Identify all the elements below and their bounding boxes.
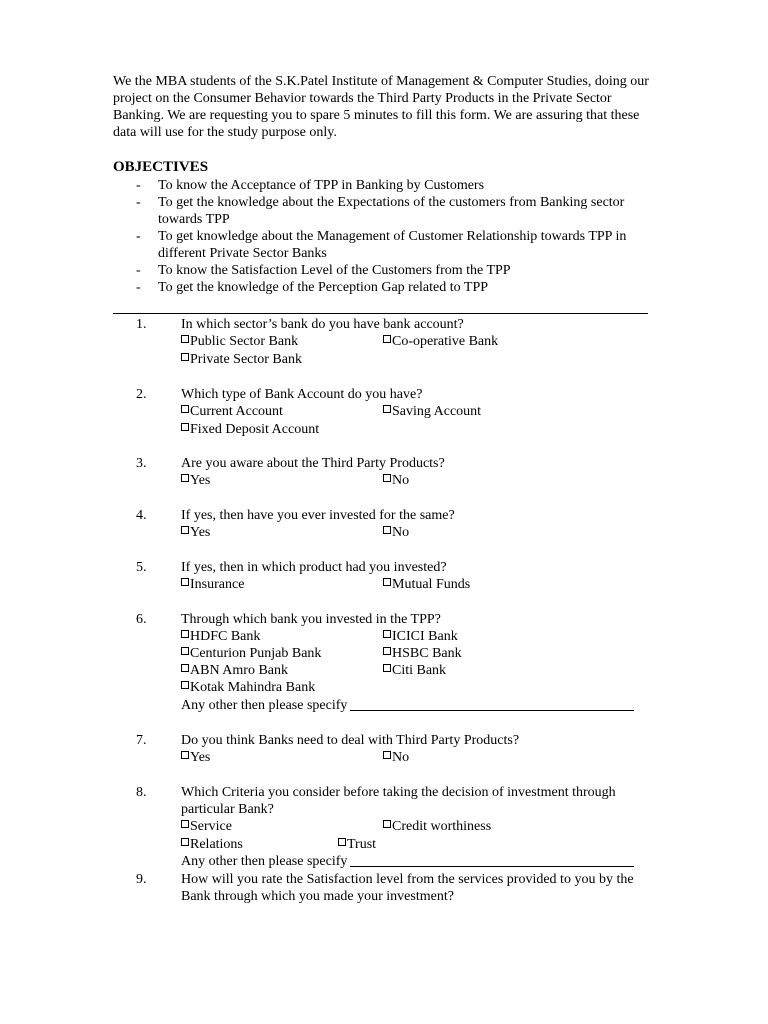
checkbox-icon[interactable] xyxy=(181,838,189,846)
checkbox-icon[interactable] xyxy=(181,681,189,689)
other-specify-field[interactable] xyxy=(350,697,634,711)
checkbox-icon[interactable] xyxy=(383,630,391,638)
option-yes[interactable]: Yes xyxy=(181,472,210,489)
option-kotak-mahindra-bank[interactable]: Kotak Mahindra Bank xyxy=(181,679,315,696)
checkbox-icon[interactable] xyxy=(181,335,189,343)
objective-item: - To get knowledge about the Management of Customer Relationship towards TPP in different Private Sector Banks xyxy=(136,229,627,261)
checkbox-icon[interactable] xyxy=(181,474,189,482)
checkbox-icon[interactable] xyxy=(383,526,391,534)
option-no[interactable]: No xyxy=(383,472,409,489)
option-no[interactable]: No xyxy=(383,524,409,541)
option-fixed-deposit-account[interactable]: Fixed Deposit Account xyxy=(181,421,319,438)
option-insurance[interactable]: Insurance xyxy=(181,576,244,593)
question-number: 8. xyxy=(136,785,147,800)
option-service[interactable]: Service xyxy=(181,818,232,835)
objective-item: - To know the Acceptance of TPP in Banking by Customers xyxy=(136,178,485,193)
other-specify: Any other then please specify xyxy=(181,697,634,714)
option-saving-account[interactable]: Saving Account xyxy=(383,403,481,420)
question-number: 9. xyxy=(136,872,147,887)
question-number: 3. xyxy=(136,456,147,471)
checkbox-icon[interactable] xyxy=(181,526,189,534)
objective-item: - To get the knowledge of the Perception Gap related to TPP xyxy=(136,280,489,295)
option-mutual-funds[interactable]: Mutual Funds xyxy=(383,576,470,593)
checkbox-icon[interactable] xyxy=(181,578,189,586)
option-yes[interactable]: Yes xyxy=(181,749,210,766)
option-trust[interactable]: Trust xyxy=(338,836,376,853)
checkbox-icon[interactable] xyxy=(181,405,189,413)
question-number: 6. xyxy=(136,612,147,627)
option-no[interactable]: No xyxy=(383,749,409,766)
checkbox-icon[interactable] xyxy=(383,578,391,586)
option-hdfc-bank[interactable]: HDFC Bank xyxy=(181,628,260,645)
question-number: 1. xyxy=(136,317,147,332)
option-hsbc-bank[interactable]: HSBC Bank xyxy=(383,645,462,662)
question-text: Which type of Bank Account do you have? xyxy=(181,387,423,402)
checkbox-icon[interactable] xyxy=(181,647,189,655)
objectives-list xyxy=(136,177,656,296)
option-credit-worthiness[interactable]: Credit worthiness xyxy=(383,818,491,835)
checkbox-icon[interactable] xyxy=(181,820,189,828)
checkbox-icon[interactable] xyxy=(383,751,391,759)
option-icici-bank[interactable]: ICICI Bank xyxy=(383,628,458,645)
question-number: 5. xyxy=(136,560,147,575)
question-text: Do you think Banks need to deal with Third Party Products? xyxy=(181,733,520,748)
checkbox-icon[interactable] xyxy=(181,423,189,431)
checkbox-icon[interactable] xyxy=(383,335,391,343)
other-specify-field[interactable] xyxy=(350,853,634,867)
question-number: 2. xyxy=(136,387,147,402)
checkbox-icon[interactable] xyxy=(181,353,189,361)
objective-item: - To get the knowledge about the Expectations of the customers from Banking sector towards TPP xyxy=(136,195,625,227)
checkbox-icon[interactable] xyxy=(383,474,391,482)
checkbox-icon[interactable] xyxy=(383,664,391,672)
question-text: If yes, then in which product had you invested? xyxy=(181,560,447,575)
other-specify: Any other then please specify xyxy=(181,853,634,870)
question-text: Which Criteria you consider before taking the decision of investment through particular Bank? xyxy=(181,785,616,817)
question-text: How will you rate the Satisfaction level from the services provided to you by the Bank through which you made your investment? xyxy=(181,872,634,904)
option-abn-amro-bank[interactable]: ABN Amro Bank xyxy=(181,662,288,679)
checkbox-icon[interactable] xyxy=(181,751,189,759)
question-text: In which sector’s bank do you have bank account? xyxy=(181,317,464,332)
question-text: Through which bank you invested in the TPP? xyxy=(181,612,441,627)
question-number: 4. xyxy=(136,508,147,523)
option-public-sector-bank[interactable]: Public Sector Bank xyxy=(181,333,298,350)
checkbox-icon[interactable] xyxy=(383,820,391,828)
objectives-heading: OBJECTIVES xyxy=(113,159,209,175)
question-text: If yes, then have you ever invested for the same? xyxy=(181,508,455,523)
question-number: 7. xyxy=(136,733,147,748)
checkbox-icon[interactable] xyxy=(181,664,189,672)
objective-item: - To know the Satisfaction Level of the Customers from the TPP xyxy=(136,263,511,278)
intro-paragraph: We the MBA students of the S.K.Patel Institute of Management & Computer Studies, doing our project on the Consumer Behavior towards the Third Party Products in the Private Sector Banking. We are requesting you to spare 5 minutes to fill this form. We are assuring that these data will use for the study purpose only. xyxy=(113,74,649,140)
option-co-operative-bank[interactable]: Co-operative Bank xyxy=(383,333,498,350)
section-divider xyxy=(113,313,648,314)
option-yes[interactable]: Yes xyxy=(181,524,210,541)
option-citi-bank[interactable]: Citi Bank xyxy=(383,662,446,679)
option-private-sector-bank[interactable]: Private Sector Bank xyxy=(181,351,302,368)
checkbox-icon[interactable] xyxy=(181,630,189,638)
question-text: Are you aware about the Third Party Products? xyxy=(181,456,445,471)
option-current-account[interactable]: Current Account xyxy=(181,403,283,420)
checkbox-icon[interactable] xyxy=(383,647,391,655)
option-relations[interactable]: Relations xyxy=(181,836,243,853)
option-centurion-punjab-bank[interactable]: Centurion Punjab Bank xyxy=(181,645,321,662)
checkbox-icon[interactable] xyxy=(338,838,346,846)
checkbox-icon[interactable] xyxy=(383,405,391,413)
